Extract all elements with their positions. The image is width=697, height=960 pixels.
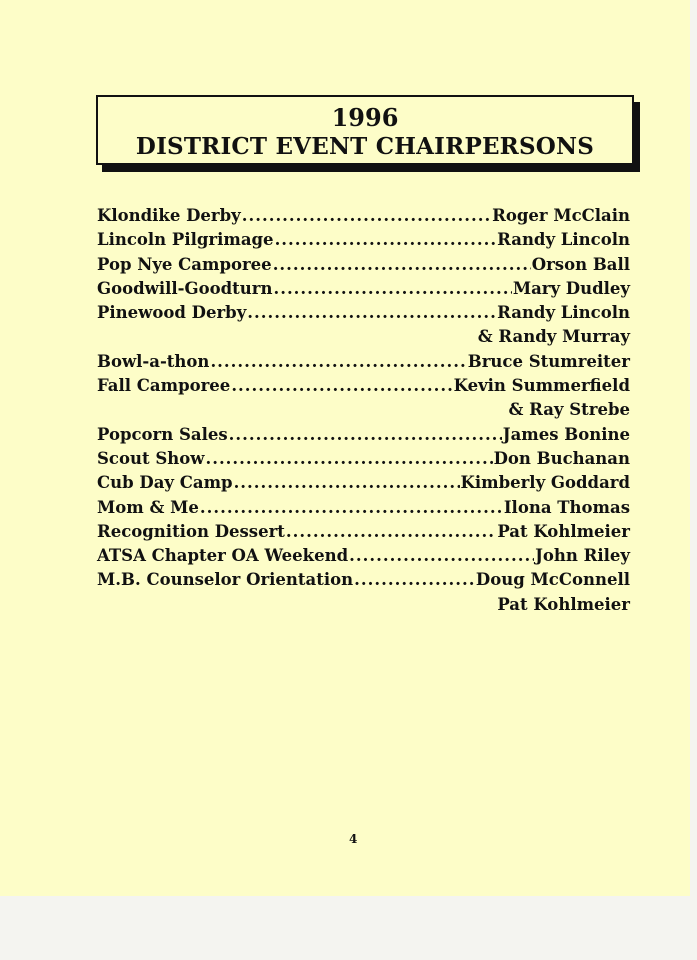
- event-name: Mom & Me: [97, 497, 199, 517]
- event-chairperson: James Bonine: [502, 424, 630, 444]
- event-name: Lincoln Pilgrimage: [97, 230, 274, 250]
- event-chairperson-continued: & Randy Murray: [477, 327, 630, 347]
- dot-leader: [275, 230, 497, 249]
- dot-leader: [210, 352, 466, 371]
- event-chair-list: [97, 206, 630, 619]
- title-box: [96, 95, 634, 165]
- event-row: [97, 230, 630, 254]
- event-row: [97, 255, 630, 279]
- title-year: 1996: [331, 103, 399, 132]
- event-name: Bowl-a-thon: [97, 351, 210, 371]
- dot-leader: [286, 522, 496, 541]
- dot-leader: [200, 498, 503, 517]
- event-chairperson: Randy Lincoln: [497, 303, 630, 323]
- event-name: Klondike Derby: [97, 206, 241, 225]
- event-chairperson: Doug McConnell: [475, 570, 630, 590]
- event-name: ATSA Chapter OA Weekend: [97, 546, 349, 566]
- dot-leader: [349, 546, 534, 565]
- event-chairperson: John Riley: [535, 546, 630, 566]
- event-row: [97, 498, 630, 522]
- dot-leader: [247, 303, 496, 322]
- page-number: 4: [349, 832, 358, 846]
- event-chairperson: Roger McClain: [492, 206, 630, 225]
- event-name: Goodwill-Goodturn: [97, 278, 273, 298]
- event-chairperson: Kevin Summerfield: [453, 376, 630, 396]
- event-chairperson-continued: Pat Kohlmeier: [497, 594, 630, 614]
- event-name: Cub Day Camp: [97, 473, 233, 493]
- dot-leader: [205, 449, 492, 468]
- dot-leader: [242, 206, 491, 225]
- event-chairperson: Orson Ball: [531, 254, 630, 274]
- event-name: Scout Show: [97, 448, 205, 468]
- event-chairperson: Don Buchanan: [493, 448, 630, 468]
- dot-leader: [273, 279, 511, 298]
- event-chairperson: Pat Kohlmeier: [497, 521, 630, 541]
- event-name: Fall Camporee: [97, 376, 231, 396]
- dot-leader: [273, 255, 531, 274]
- event-row: [97, 546, 630, 570]
- event-row: [97, 206, 630, 230]
- event-row: [97, 449, 630, 473]
- page-title: DISTRICT EVENT CHAIRPERSONS: [135, 133, 595, 160]
- event-row: [97, 425, 630, 449]
- event-row: [97, 473, 630, 497]
- event-row: [97, 303, 630, 327]
- dot-leader: [234, 473, 460, 492]
- event-chairperson: Bruce Stumreiter: [467, 351, 630, 371]
- event-chairperson: Mary Dudley: [512, 278, 630, 298]
- event-row: [97, 352, 630, 376]
- event-chairperson: Kimberly Goddard: [460, 473, 630, 493]
- event-name: M.B. Counselor Orientation: [97, 570, 354, 590]
- event-row: [97, 570, 630, 594]
- event-row: [97, 376, 630, 400]
- event-row: [97, 279, 630, 303]
- event-chairperson: Randy Lincoln: [497, 230, 630, 250]
- event-name: Popcorn Sales: [97, 424, 228, 444]
- dot-leader: [231, 376, 452, 395]
- dot-leader: [354, 570, 475, 589]
- event-chairperson-continued: & Ray Strebe: [508, 400, 630, 420]
- event-name: Pinewood Derby: [97, 303, 247, 323]
- event-row: [97, 522, 630, 546]
- event-chairperson: Ilona Thomas: [503, 497, 630, 517]
- dot-leader: [229, 425, 502, 444]
- event-name: Pop Nye Camporee: [97, 254, 272, 274]
- event-name: Recognition Dessert: [97, 521, 285, 541]
